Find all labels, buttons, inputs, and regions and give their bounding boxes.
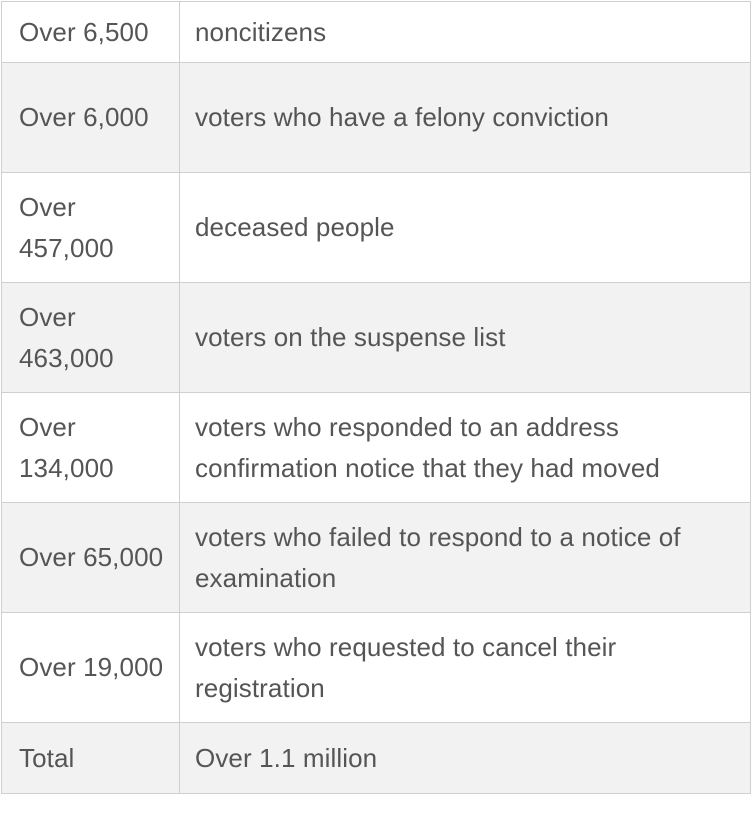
total-label: Total xyxy=(2,723,180,794)
voter-removal-table xyxy=(1,1,751,794)
count-cell: Over 65,000 xyxy=(2,503,180,613)
table-row xyxy=(2,283,751,393)
count-cell: Over 134,000 xyxy=(2,393,180,503)
table-row xyxy=(2,613,751,723)
category-cell: voters on the suspense list xyxy=(180,283,751,393)
total-value: Over 1.1 million xyxy=(180,723,751,794)
category-cell: voters who responded to an address confirmation notice that they had moved xyxy=(180,393,751,503)
total-row xyxy=(2,723,751,794)
category-cell: deceased people xyxy=(180,173,751,283)
table-row xyxy=(2,393,751,503)
table-row xyxy=(2,63,751,173)
category-cell: voters who requested to cancel their registration xyxy=(180,613,751,723)
category-cell: voters who failed to respond to a notice of examination xyxy=(180,503,751,613)
table-row xyxy=(2,2,751,63)
table-row xyxy=(2,503,751,613)
count-cell: Over 6,000 xyxy=(2,63,180,173)
count-cell: Over 463,000 xyxy=(2,283,180,393)
count-cell: Over 457,000 xyxy=(2,173,180,283)
table-row xyxy=(2,173,751,283)
count-cell: Over 19,000 xyxy=(2,613,180,723)
count-cell: Over 6,500 xyxy=(2,2,180,63)
category-cell: noncitizens xyxy=(180,2,751,63)
category-cell: voters who have a felony conviction xyxy=(180,63,751,173)
